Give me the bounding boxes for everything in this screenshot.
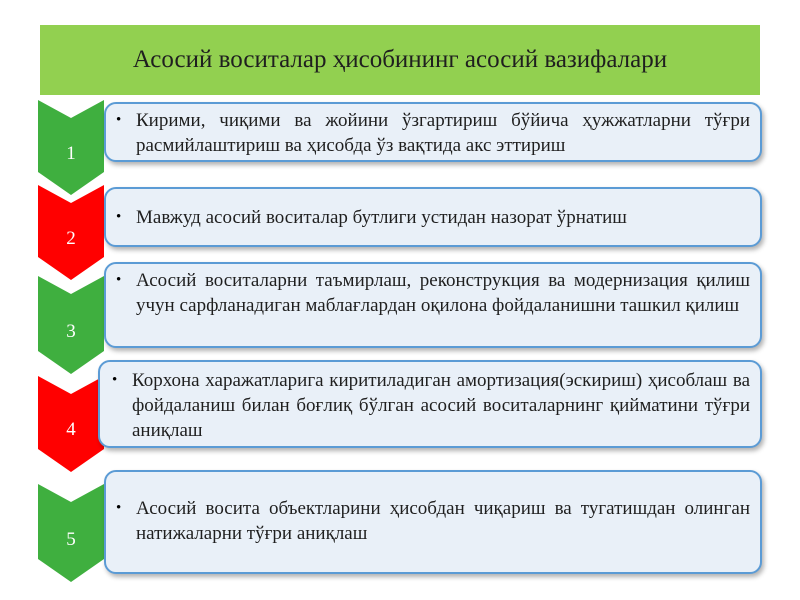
step-1-chevron (38, 100, 104, 195)
step-1-box (104, 102, 762, 162)
step-3 (38, 262, 762, 374)
chevron-down-shape (38, 262, 104, 374)
diagram-title: Асосий воситалар ҳисобининг асосий вазифалари (132, 46, 668, 73)
step-3-chevron (38, 262, 104, 374)
step-3-number: 3 (66, 321, 76, 342)
chevron-down-shape (38, 470, 104, 582)
step-5-number: 5 (66, 529, 76, 550)
step-2-text: Мавжуд асосий воситалар бутлиги устидан назорат ўрнатиш (136, 207, 627, 228)
step-1 (38, 100, 762, 195)
bullet-icon: • (116, 209, 122, 225)
title-banner (40, 25, 760, 95)
step-3-text: Асосий воситаларни таъмирлаш, реконструкция ва модернизация қилиш учун сарфланадиган маблағлардан оқилона фойдаланишни ташкил қилиш (136, 270, 750, 316)
bullet-icon: • (116, 272, 122, 288)
step-1-number: 1 (66, 142, 76, 164)
step-4-chevron (38, 360, 104, 472)
step-5-text: Асосий восита объектларини ҳисобдан чиқариш ва тугатишдан олинган натижаларни тўғри аниқлаш (136, 498, 750, 544)
step-2-number: 2 (66, 227, 76, 249)
step-5-box (104, 470, 762, 574)
bullet-icon: • (116, 112, 122, 128)
step-1-text: Кирими, чиқими ва жойини ўзгартириш бўйича ҳужжатларни тўғри расмийлаштириш ва ҳисобда ўз вақтида акс эттириш (136, 110, 750, 156)
step-4-box (98, 360, 762, 448)
step-4-number: 4 (66, 419, 76, 440)
step-4 (38, 360, 762, 472)
bullet-icon: • (112, 372, 118, 388)
step-4-text: Корхона харажатларига киритиладиган амортизация(эскириш) ҳисоблаш ва фойдаланиш билан боғлиқ бўлган асосий воситаларнинг қийматини тўғри аниқлаш (132, 370, 750, 441)
step-5 (38, 470, 762, 582)
bullet-icon: • (116, 500, 122, 516)
step-5-chevron (38, 470, 104, 582)
chevron-down-shape (38, 360, 104, 472)
step-2-box (104, 187, 762, 247)
step-3-box (104, 262, 762, 348)
